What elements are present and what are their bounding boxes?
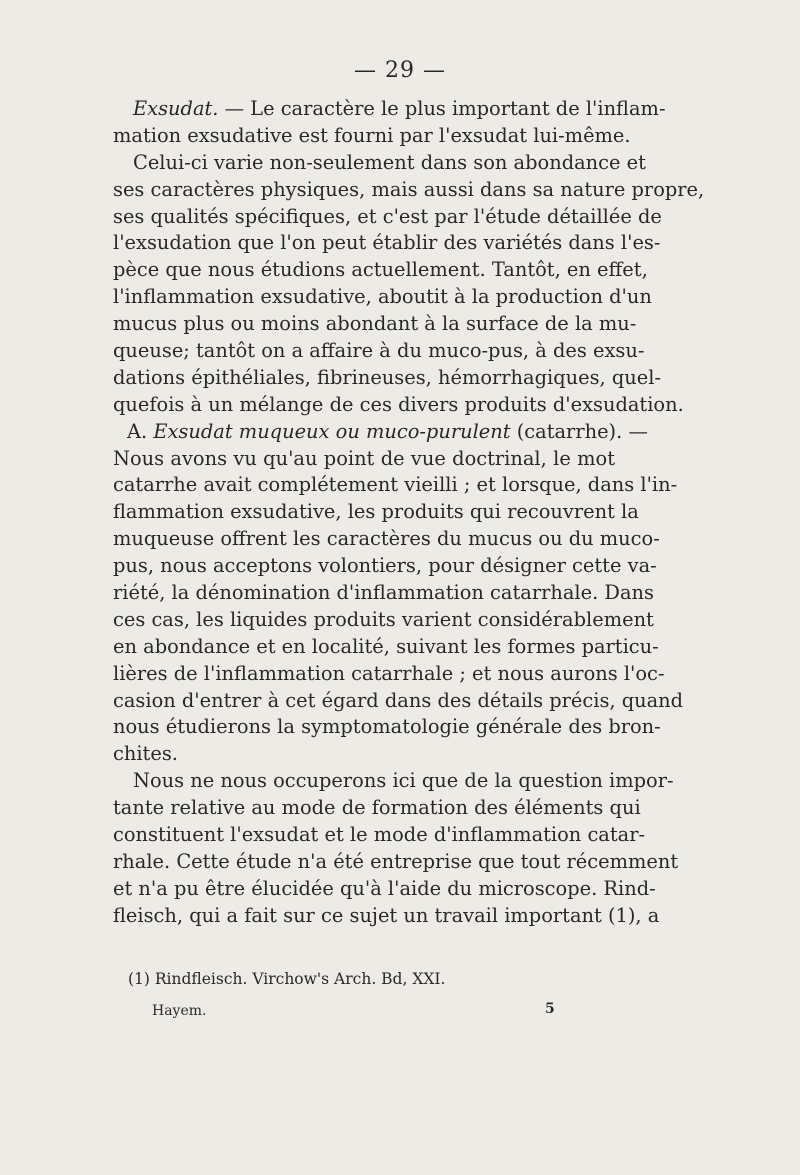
text-line: casion d'entrer à cet égard dans des détails précis, quand <box>113 688 684 712</box>
page-number: — 29 — <box>354 58 446 83</box>
text-line: constituent l'exsudat et le mode d'inflammation catar- <box>113 823 646 847</box>
text-line: nous étudierons la symptomatologie générale des bron- <box>113 715 661 739</box>
section-title-a: Exsudat muqueux ou muco-purulent <box>153 419 511 443</box>
text-line: mation exsudative est fourni par l'exsudat lui-même. <box>113 123 631 147</box>
text-line: l'exsudation que l'on peut établir des variétés dans l'es- <box>113 231 661 255</box>
text-line: quefois à un mélange de ces divers produits d'exsudation. <box>113 392 684 416</box>
text-line: lières de l'inflammation catarrhale ; et nous aurons l'oc- <box>113 661 665 685</box>
text-line: chites. <box>113 742 178 766</box>
text-line: Nous ne nous occuperons ici que de la question impor- <box>133 769 674 793</box>
text-line: A. Exsudat muqueux ou muco-purulent (catarrhe). — <box>127 419 648 443</box>
text-line: queuse; tantôt on a affaire à du muco-pus, à des exsu- <box>113 339 645 363</box>
text-line: catarrhe avait complétement vieilli ; et lorsque, dans l'in- <box>113 473 678 497</box>
text-line: flammation exsudative, les produits qui recouvrent la <box>113 500 639 524</box>
text-line: rhale. Cette étude n'a été entreprise que tout récemment <box>113 849 679 873</box>
text-line: muqueuse offrent les caractères du mucus ou du muco- <box>113 527 660 551</box>
text-line: et n'a pu être élucidée qu'à l'aide du microscope. Rind- <box>113 876 656 900</box>
text-line: riété, la dénomination d'inflammation catarrhale. Dans <box>113 581 654 605</box>
text-line: tante relative au mode de formation des éléments qui <box>113 796 641 820</box>
gathering-number: 5 <box>545 1001 555 1017</box>
text-line: ses caractères physiques, mais aussi dans sa nature propre, <box>113 177 705 201</box>
body-text <box>113 96 705 930</box>
text-line: pèce que nous étudions actuellement. Tantôt, en effet, <box>113 258 648 282</box>
text-line: Celui-ci varie non-seulement dans son abondance et <box>133 150 646 174</box>
text-line: ses qualités spécifiques, et c'est par l'étude détaillée de <box>113 204 662 228</box>
text-line: dations épithéliales, fibrineuses, hémorrhagiques, quel- <box>113 365 661 389</box>
text-line: fleisch, qui a fait sur ce sujet un travail important (1), a <box>113 903 660 927</box>
text-line: en abondance et en localité, suivant les formes particu- <box>113 634 659 658</box>
text-line: ces cas, les liquides produits varient considérablement <box>113 607 654 631</box>
section-title-exsudat: Exsudat. <box>133 97 219 120</box>
text-line: Nous avons vu qu'au point de vue doctrinal, le mot <box>113 446 615 470</box>
text-line: mucus plus ou moins abondant à la surface de la mu- <box>113 312 637 336</box>
signature-mark: Hayem. <box>152 1003 207 1019</box>
text-line: Exsudat. — Le caractère le plus important de l'inflam- <box>133 97 666 120</box>
text-line: l'inflammation exsudative, aboutit à la production d'un <box>113 285 652 309</box>
text-line: pus, nous acceptons volontiers, pour désigner cette va- <box>113 554 657 578</box>
footnote: (1) Rindfleisch. Virchow's Arch. Bd, XXI. <box>128 970 446 988</box>
